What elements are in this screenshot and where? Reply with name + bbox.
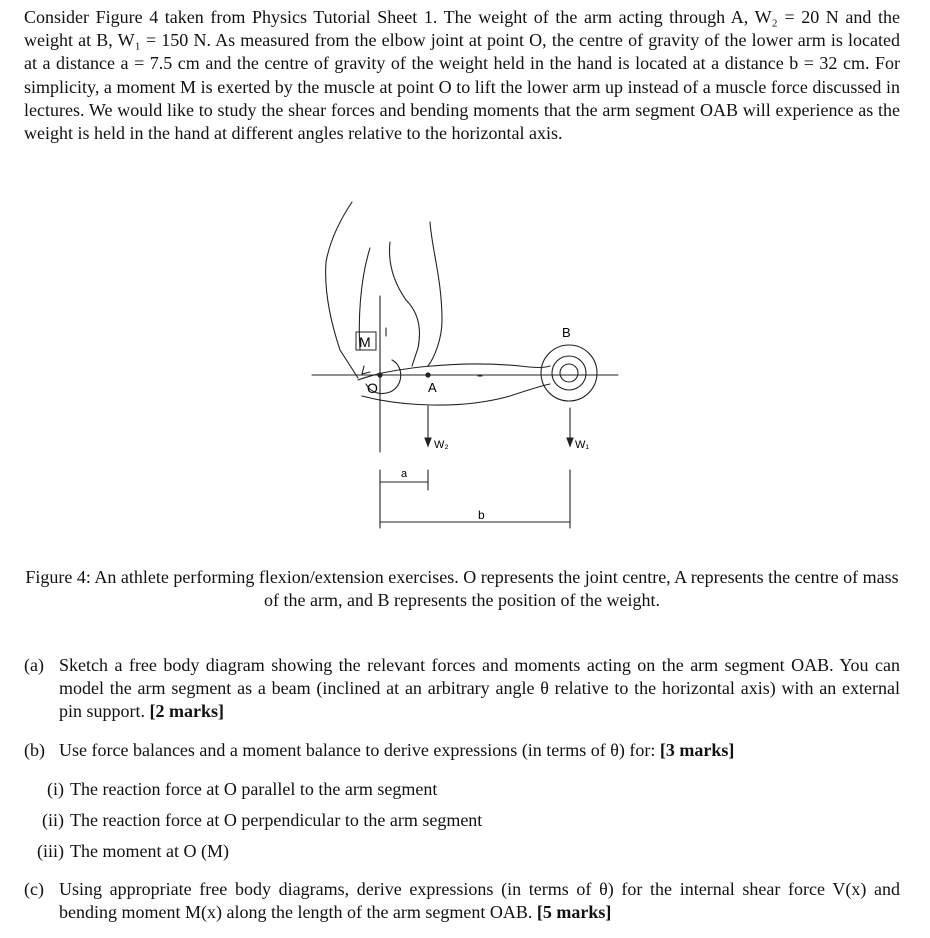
label-W2: W₂: [434, 439, 449, 451]
problem-intro: Consider Figure 4 taken from Physics Tutorial Sheet 1. The weight of the arm acting through A, W₂ = 20 N and the weight at B, W₁ = 150 N. As measured from the elbow joint at point O, the centre of gravity of the lower arm is located at a distance a = 7.5 cm and the centre of gravity of the weight held in the hand is located at a distance b = 32 cm. For simplicity, a moment M is exerted by the muscle at point O to lift the lower arm up instead of a muscle force discussed in lectures. We would like to study the shear forces and bending moments that the arm segment OAB will experience as the weight is held in the hand at different angles relative to the horizontal axis.: [24, 7, 900, 144]
part-ii-label: (ii): [42, 810, 64, 830]
moment-arrow-head: [362, 366, 370, 374]
part-i-text: The reaction force at O parallel to the arm segment: [70, 779, 438, 799]
part-iii-label: (iii): [37, 841, 64, 861]
question-b-label: (b): [24, 740, 45, 760]
question-b-part-ii: [24, 809, 482, 832]
label-M: M: [359, 334, 371, 350]
question-c-text: [59, 878, 900, 924]
question-c-marks: [5 marks]: [536, 902, 612, 923]
forearm-outline: [358, 364, 550, 405]
figure-caption: Figure 4: An athlete performing flexion/extension exercises. O represents the joint centre, A represents the centre of mass of the arm, and B represents the position of the weight.: [25, 567, 899, 611]
question-b-part-iii: [24, 840, 229, 863]
question-b: [24, 739, 900, 762]
label-B: B: [562, 325, 571, 340]
question-c-body: Using appropriate free body diagrams, derive expressions (in terms of θ) for the internal shear force V(x) and bending moment M(x) along the length of the arm segment OAB.: [59, 879, 900, 923]
question-c: [24, 878, 900, 924]
upper-arm-inner: [390, 242, 420, 366]
label-A: A: [428, 380, 437, 395]
label-W1: W₁: [575, 439, 590, 451]
upper-arm-outline: [326, 202, 358, 378]
part-ii-text: The reaction force at O perpendicular to the arm segment: [70, 810, 483, 830]
part-iii-text: The moment at O (M): [70, 841, 229, 861]
weight-inner-circle: [560, 364, 578, 382]
question-a-text: [59, 654, 900, 724]
question-a-body: Sketch a free body diagram showing the relevant forces and moments acting on the arm segment OAB. You can model the arm segment as a beam (inclined at an arbitrary angle θ relative to the horizontal axis) with an external pin support.: [59, 655, 900, 722]
weight-outer-circle: [541, 345, 597, 401]
question-a-label: (a): [24, 655, 44, 675]
upper-arm-right: [428, 222, 442, 366]
w2-arrow-head: [425, 438, 431, 446]
question-b-marks: [3 marks]: [659, 740, 735, 760]
label-O: O: [367, 380, 378, 396]
weight-mid-circle: [552, 356, 586, 390]
question-a-marks: [2 marks]: [149, 701, 225, 722]
question-b-body: Use force balances and a moment balance to derive expressions (in terms of θ) for:: [59, 740, 656, 760]
label-a: a: [401, 468, 408, 480]
point-A-dot: [425, 372, 430, 377]
label-b: b: [478, 508, 485, 522]
part-i-label: (i): [47, 779, 64, 799]
question-c-label: (c): [24, 879, 44, 899]
joint-O-dot: [377, 372, 382, 377]
question-b-part-i: [24, 778, 437, 801]
arm-sketch: [300, 200, 630, 540]
question-a: [24, 654, 900, 724]
question-b-text: [59, 739, 900, 762]
w1-arrow-head: [567, 438, 573, 446]
figure-4-arm-diagram: [300, 200, 630, 540]
